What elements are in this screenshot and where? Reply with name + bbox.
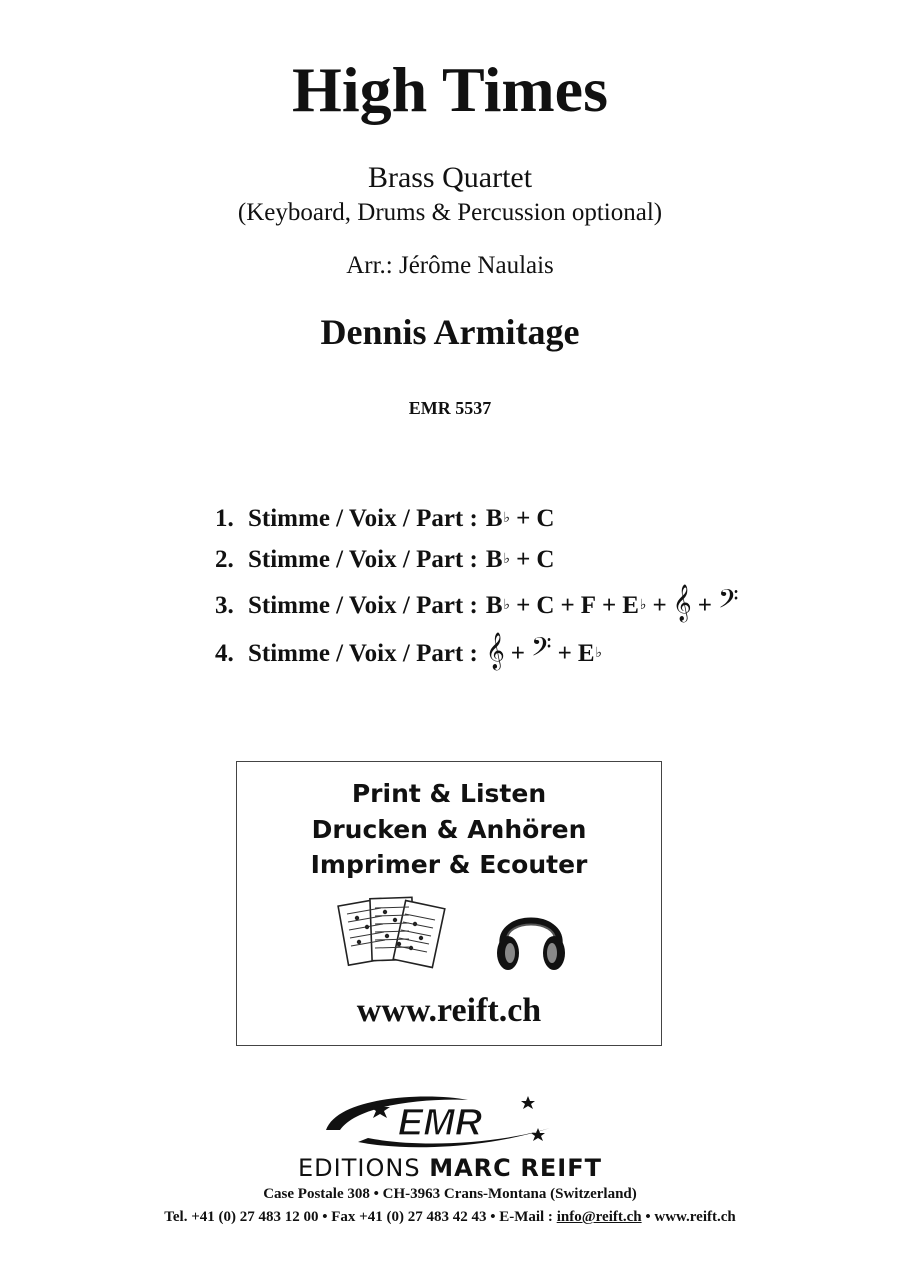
instrumentation: (Keyboard, Drums & Percussion optional) <box>237 199 663 226</box>
part-label: Stimme / Voix / Part : <box>248 592 478 619</box>
composer: Dennis Armitage <box>320 312 580 352</box>
email-link[interactable]: info@reift.ch <box>556 1209 642 1225</box>
logo-text: EMR <box>397 1102 483 1144</box>
promo-website: www.reift.ch <box>356 992 542 1029</box>
arranger: Arr.: Jérôme Naulais <box>346 252 554 279</box>
publisher-contact <box>0 1207 900 1227</box>
part-line-3 <box>215 583 739 627</box>
key-label: C <box>536 592 555 619</box>
sheet-music-icon <box>337 890 447 980</box>
contact-phone-fax: Tel. +41 (0) 27 483 12 00 • Fax +41 (0) 27 483 42 43 • E-Mail : <box>164 1209 557 1225</box>
plus-sign: + <box>652 592 667 619</box>
title: High Times <box>292 54 608 125</box>
part-label: Stimme / Voix / Part : <box>248 640 478 667</box>
plus-sign: + <box>516 546 531 573</box>
part-line-2 <box>215 543 554 581</box>
contact-website: • www.reift.ch <box>641 1209 736 1225</box>
publisher-name <box>0 1154 900 1182</box>
plus-sign: + <box>510 640 526 667</box>
promo-line-french: Imprimer & Ecouter <box>310 850 588 879</box>
key-label: F <box>580 592 596 619</box>
treble-clef-icon: 𝄞 <box>672 583 692 621</box>
publisher-name-part: EDITIONS <box>298 1154 430 1182</box>
part-number: 4. <box>215 640 234 667</box>
promo-line-german: Drucken & Anhören <box>311 815 587 844</box>
headphones-icon <box>491 895 571 977</box>
plus-sign: + <box>557 640 572 667</box>
key-label: B ♭ <box>485 592 511 619</box>
part-label: Stimme / Voix / Part : <box>248 546 478 573</box>
bass-clef-icon: 𝄢 <box>717 583 739 621</box>
bass-clef-icon: 𝄢 <box>531 631 552 669</box>
part-number: 2. <box>215 546 234 573</box>
key-label: C <box>536 546 555 573</box>
part-number: 3. <box>215 592 234 619</box>
key-label: B ♭ <box>485 505 511 532</box>
plus-sign: + <box>516 592 531 619</box>
print-and-listen-box <box>236 761 662 1046</box>
treble-clef-icon: 𝄞 <box>485 631 505 669</box>
publisher-address: Case Postale 308 • CH-3963 Crans-Montana (Switzerland) <box>263 1186 637 1202</box>
emr-logo <box>318 1090 558 1152</box>
plus-sign: + <box>516 505 531 532</box>
publisher-name-part: REIFT <box>520 1154 602 1182</box>
catalog-number: EMR 5537 <box>408 398 492 418</box>
publisher-name-part: MARC <box>429 1154 512 1182</box>
part-line-4 <box>215 631 603 675</box>
part-keys <box>485 631 603 675</box>
plus-sign: + <box>601 592 617 619</box>
part-line-1 <box>215 502 554 540</box>
part-label: Stimme / Voix / Part : <box>248 505 478 532</box>
key-label: B ♭ <box>485 546 511 573</box>
plus-sign: + <box>697 592 712 619</box>
key-label: E ♭ <box>577 640 603 667</box>
key-label: E ♭ <box>622 592 647 619</box>
part-number: 1. <box>215 505 234 532</box>
part-keys <box>485 583 739 627</box>
part-keys <box>486 543 555 581</box>
plus-sign: + <box>560 592 575 619</box>
promo-line-english: Print & Listen <box>351 779 547 808</box>
key-label: C <box>536 505 555 532</box>
part-keys <box>486 502 555 540</box>
subtitle: Brass Quartet <box>367 161 533 194</box>
